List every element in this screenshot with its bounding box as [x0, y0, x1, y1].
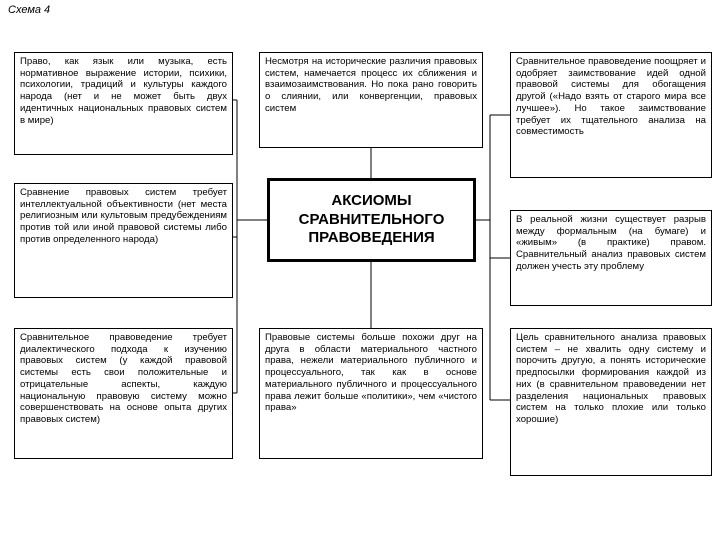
axioms-title-box [267, 178, 476, 262]
box-middle-top: Несмотря на исторические различия правовых систем, намечается процесс их сближения и взаимозаимствования. Но пока рано говорить о слиянии, или конвергенции, правовых систем [259, 52, 483, 148]
box-right-middle: В реальной жизни существует разрыв между формальным (на бумаге) и «живым» (в практике) правом. Сравнительный анализ правовых систем должен учесть эту проблему [510, 210, 712, 306]
box-middle-bottom: Правовые системы больше похожи друг на друга в области материального частного права, нежели материального публичного и процессуального, так как в основе материального публичного и процессуального права лежит больше «политики», чем «чистого права» [259, 328, 483, 459]
box-left-middle: Сравнение правовых систем требует интеллектуальной объективности (нет места религиозным или культовым предубеждениям против той или иной правовой системы либо против определенного народа) [14, 183, 233, 298]
box-right-bottom: Цель сравнительного анализа правовых систем – не хвалить одну систему и порочить другую, а понять исторические предпосылки формирования каждой из них (в сравнительном правоведении нет разделения национальных правовых систем на только плохие или только хорошие) [510, 328, 712, 476]
axioms-title: АКСИОМЫ СРАВНИТЕЛЬНОГО ПРАВОВЕДЕНИЯ [298, 191, 445, 247]
box-right-top: Сравнительное правоведение поощряет и одобряет заимствование идей одной правовой системы для обогащения другой («Надо взять от старого мира все лучшее»). Но такое заимствование требует их тщательного анализа на совместимость [510, 52, 712, 178]
scheme-caption: Схема 4 [8, 4, 51, 16]
box-left-top: Право, как язык или музыка, есть нормативное выражение истории, психики, психологии, традиций и культуры каждого народа (нет и не может быть двух идентичных национальных правовых систем в мире) [14, 52, 233, 155]
box-left-bottom: Сравнительное правоведение требует диалектического подхода к изучению правовых систем (у каждой правовой системы есть свои положительные и отрицательные аспекты, каждую национальную правовую систему можно совершенствовать на основе опыта других правовых систем) [14, 328, 233, 459]
